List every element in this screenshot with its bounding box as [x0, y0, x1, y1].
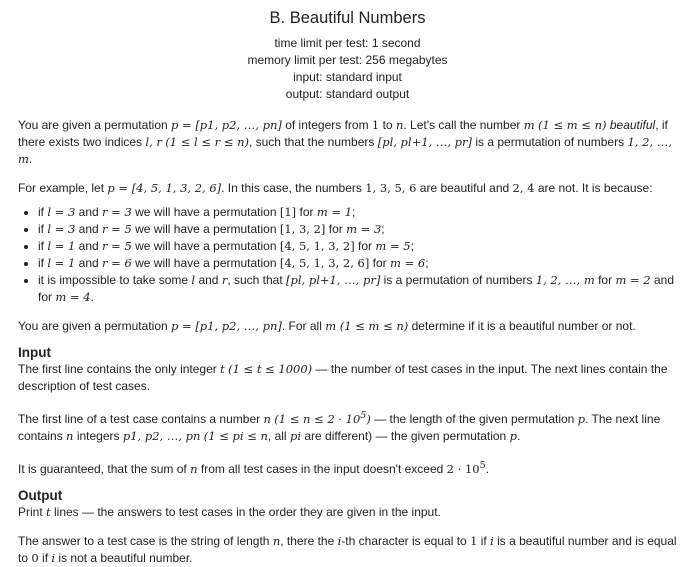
math: [1] [279, 205, 297, 219]
problem-header [0, 0, 695, 103]
output-heading: Output [18, 487, 63, 503]
math: p1, p2, …, pn [122, 428, 201, 443]
math: (1 ≤ t ≤ 1000) [228, 362, 313, 376]
math: m = 5 [375, 239, 411, 253]
text: we will have a permutation [135, 222, 277, 236]
text: and [78, 256, 99, 270]
example-list [18, 204, 688, 306]
math: t [46, 504, 51, 519]
text: we will have a permutation [135, 256, 277, 270]
math: p [509, 428, 517, 443]
math: m = 2 [615, 273, 651, 287]
text: -th character is equal to [341, 533, 467, 548]
math-sup: 5 [360, 410, 367, 421]
math: p = [p1, p2, …, pn] [171, 118, 282, 132]
math: i [51, 550, 56, 565]
text: , if [655, 118, 668, 132]
text: lines — the answers to test cases in the order they are given in the input. [54, 504, 441, 519]
math: r = 6 [102, 256, 132, 270]
time-limit: time limit per test: 1 second [274, 36, 421, 50]
text: and [78, 239, 99, 253]
math: l [191, 273, 196, 287]
math: l = 1 [47, 256, 76, 270]
math-sup: 5 [479, 459, 486, 471]
math: n [395, 118, 404, 132]
text: ; [410, 239, 414, 253]
text: Print [18, 504, 43, 519]
text: ; [425, 256, 429, 270]
text: if [38, 222, 44, 236]
text: ; [381, 222, 385, 236]
text: and [653, 273, 674, 287]
text: The first line contains the only integer [18, 362, 217, 376]
input-paragraph-2 [18, 407, 688, 445]
math: n [66, 428, 74, 443]
math: p = [p1, p2, …, pn] [171, 319, 282, 333]
math: r = 5 [102, 222, 132, 236]
math: l = 1 [47, 239, 76, 253]
problem-title: B. Beautiful Numbers [269, 9, 426, 27]
text: for [598, 273, 613, 287]
input-heading: Input [18, 345, 51, 360]
text: for [38, 290, 53, 304]
math: 1, 2, …, m [535, 273, 595, 287]
math: n [190, 461, 198, 476]
math: m = 3 [346, 222, 382, 236]
text: is a permutation of numbers [383, 273, 533, 287]
text: if [38, 239, 44, 253]
math: [4, 5, 1, 3, 2, 6] [279, 256, 370, 270]
math: n [272, 533, 281, 548]
math: t [220, 362, 225, 376]
math: p [577, 411, 586, 426]
text: You are given a permutation [18, 319, 168, 333]
output-paragraph-1 [18, 504, 688, 521]
text: . In this case, the numbers [221, 181, 362, 195]
text: if [38, 256, 44, 270]
math: m [523, 118, 535, 132]
text: — the length of the given permutation [374, 411, 575, 426]
math: r = 3 [102, 205, 132, 219]
output-spec: output: standard output [285, 87, 410, 101]
math: 1, 2, …, m [18, 135, 672, 166]
math: 1 [470, 533, 478, 548]
list-item [38, 272, 688, 306]
math: n [263, 411, 271, 426]
math: (1 ≤ m ≤ n) [538, 118, 607, 132]
task-paragraph [18, 318, 688, 335]
math-part: (1 ≤ n ≤ 2 · 10 [274, 411, 361, 426]
text: for [328, 222, 343, 236]
text: of integers from [285, 118, 369, 132]
text: The answer to a test case is the string of length [18, 533, 270, 548]
text: , all [267, 428, 287, 443]
text: . [90, 290, 94, 304]
math: 2, 4 [512, 181, 535, 195]
memory-limit: memory limit per test: 256 megabytes [247, 53, 448, 67]
text: integers [76, 428, 120, 443]
math: l = 3 [47, 205, 76, 219]
text: we will have a permutation [135, 239, 277, 253]
text: to [382, 118, 393, 132]
text: , such that [227, 273, 283, 287]
text: for [372, 256, 387, 270]
math: m = 6 [390, 256, 426, 270]
math: 0 [31, 550, 39, 565]
math: i [337, 533, 342, 548]
math: m (1 ≤ m ≤ n) [325, 319, 409, 333]
math: [1, 3, 2] [279, 222, 326, 236]
example-paragraph [18, 180, 688, 197]
text: ; [352, 205, 356, 219]
math: pi [289, 428, 301, 443]
math: p = [4, 5, 1, 3, 2, 6] [107, 181, 222, 195]
list-item [38, 204, 688, 221]
text: there exists two indices [18, 135, 143, 149]
math: [4, 5, 1, 3, 2] [279, 239, 355, 253]
text: for [358, 239, 373, 253]
text: It is guaranteed, that the sum of [18, 461, 187, 476]
text: we will have a permutation [135, 205, 277, 219]
math: (1 ≤ l ≤ r ≤ n) [165, 135, 249, 149]
text: . The next line contains [18, 411, 661, 443]
text: it is impossible to take some [38, 273, 189, 287]
text: are different) — the given permutation [304, 428, 507, 443]
text: For example, let [18, 181, 105, 195]
problem-statement [18, 117, 688, 567]
text: . [28, 152, 33, 166]
math [446, 459, 486, 476]
text: You are given a permutation [18, 118, 168, 132]
text: . Let's call the number [403, 118, 521, 132]
list-item [38, 255, 688, 272]
list-item [38, 238, 688, 255]
list-item [38, 221, 688, 238]
output-paragraph-2 [18, 533, 688, 567]
math [274, 412, 371, 426]
statement-paragraph-1 [18, 117, 688, 168]
text: , there the [280, 533, 335, 548]
text: and [78, 222, 99, 236]
math-part: ) [366, 411, 371, 426]
text: if [480, 533, 487, 548]
math: m = 4 [55, 290, 91, 304]
math: 1, 3, 5, 6 [365, 181, 417, 195]
text: , such that the numbers [248, 135, 375, 149]
emphasis-beautiful: beautiful [609, 118, 656, 132]
text: . [516, 428, 521, 443]
text: . [485, 461, 490, 476]
math: r = 5 [102, 239, 132, 253]
math: r [221, 273, 228, 287]
input-paragraph-1 [18, 361, 688, 395]
math: (1 ≤ pi ≤ n [203, 428, 268, 443]
text: determine if it is a beautiful number or not. [411, 319, 636, 333]
text: is a permutation of numbers [475, 135, 625, 149]
text: The first line of a test case contains a number [18, 411, 261, 426]
math: i [490, 533, 494, 548]
text: and [78, 205, 99, 219]
math: [pl, pl+1, …, pr] [377, 135, 473, 149]
math: [pl, pl+1, …, pr] [286, 273, 381, 287]
text: for [299, 205, 314, 219]
text: are beautiful and [419, 181, 510, 195]
math: 1 [371, 118, 380, 132]
text: from all test cases in the input doesn't exceed [200, 461, 444, 476]
input-paragraph-3 [18, 457, 688, 478]
text: are not. It is because: [537, 181, 653, 195]
math-part: 2 · 10 [446, 461, 480, 476]
input-spec: input: standard input [293, 70, 402, 84]
text: is not a beautiful number. [58, 550, 193, 565]
text: if [42, 550, 49, 565]
text: is a beautiful number and is equal to [18, 533, 677, 565]
text: and [198, 273, 219, 287]
math: l, r [145, 135, 162, 149]
math: m = 1 [316, 205, 353, 219]
text: . For all [281, 319, 322, 333]
text: if [38, 205, 44, 219]
text: — the number of test cases in the input. The next lines contain the description of test cases. [18, 362, 668, 393]
math: l = 3 [47, 222, 76, 236]
